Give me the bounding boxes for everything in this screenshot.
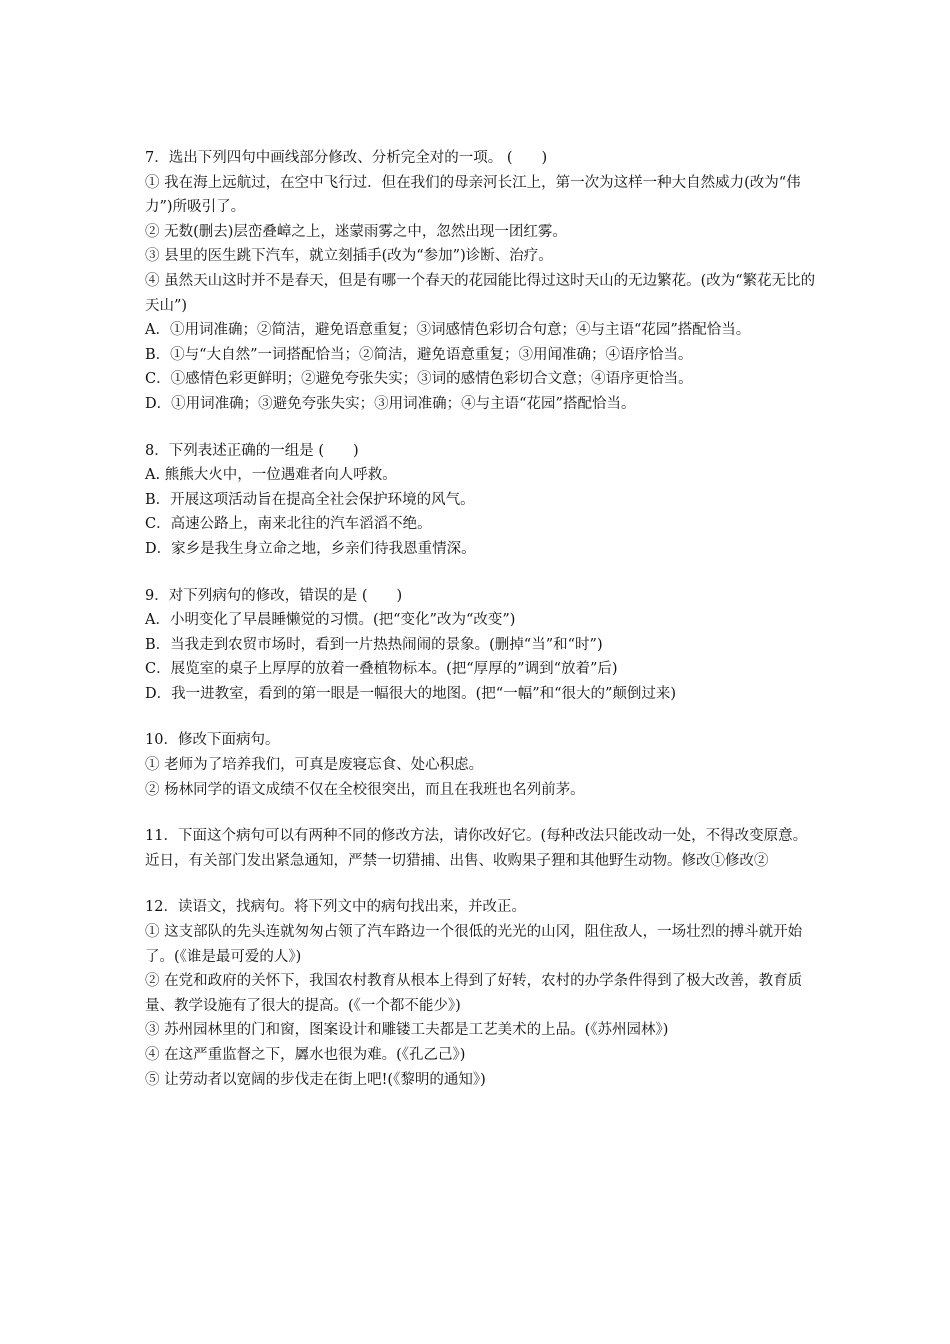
option-b: B．当我走到农贸市场时，看到一片热热闹闹的景象。(删掉“当”和“时”) [145,636,603,653]
sentence-1: ① 老师为了培养我们，可真是废寝忘食、处心积虑。 [145,757,484,774]
question-stem: 9．对下列病句的修改，错误的是 ( ) [145,587,403,604]
sentence-5: ⑤ 让劳动者以宽阔的步伐走在街上吧!(《黎明的通知》) [145,1071,486,1088]
sentence-3: ③ 苏州园林里的门和窗，图案设计和雕镂工夫都是工艺美术的上品。(《苏州园林》) [145,1022,669,1039]
option-a: A．①用词准确；②简洁，避免语意重复；③词感情色彩切合句意；④与主语“花园”搭配恰当。 [145,322,751,339]
question-stem: 11．下面这个病句可以有两种不同的修改方法，请你改好它。(每种改法只能改动一处，不得改变原意。 [145,828,808,845]
question-7 [145,146,817,417]
question-stem: 7．选出下列四句中画线部分修改、分析完全对的一项。 ( ) [145,150,548,166]
sentence-2: ② 在党和政府的关怀下，我国农村教育从根本上得到了好转，农村的办学条件得到了极大改善，教育质量、教学设施有了很大的提高。(《一个都不能少》) [145,973,803,1014]
option-a: A. 熊熊大火中，一位遇难者向人呼救。 [145,467,397,484]
sentence-1: 近日，有关部门发出紧急通知，严禁一切猎捕、出售、收购果子狸和其他野生动物。修改①修改② [145,852,769,869]
question-8 [145,439,817,562]
option-b: B．开展这项活动旨在提高全社会保护环境的风气。 [145,491,475,508]
sentence-2: ② 杨林同学的语文成绩不仅在全校很突出，而且在我班也名列前茅。 [145,781,585,798]
sentence-2: ② 无数(删去)层峦叠嶂之上，迷蒙雨雾之中，忽然出现一团红雾。 [145,223,567,240]
option-d: D．家乡是我生身立命之地，乡亲们待我恩重情深。 [145,540,476,557]
question-stem: 8．下列表述正确的一组是 ( ) [145,442,359,459]
question-10 [145,728,817,802]
option-d: D．①用词准确；③避免夸张失实；③用词准确；④与主语“花园”搭配恰当。 [145,395,636,412]
question-11 [145,824,817,873]
sentence-4: ④ 虽然天山这时并不是春天，但是有哪一个春天的花园能比得过这时天山的无边繁花。(改为“繁花无比的天山”) [145,272,816,314]
question-9 [145,584,817,707]
question-stem: 12．读语文，找病句。将下列文中的病句找出来，并改正。 [145,899,526,916]
option-b: B．①与“大自然”一词搭配恰当；②简洁，避免语意重复；③用闻准确；④语序恰当。 [145,346,693,363]
question-12 [145,895,817,1092]
sentence-1: ① 这支部队的先头连就匆匆占领了汽车路边一个很低的光光的山冈，阻住敌人，一场壮烈的搏斗就开始了。(《谁是最可爱的人》) [145,924,803,965]
sentence-3: ③ 县里的医生跳下汽车，就立刻插手(改为“参加”)诊断、治疗。 [145,248,553,265]
option-d: D．我一进教室，看到的第一眼是一幅很大的地图。(把“一幅”和“很大的”颠倒过来) [145,685,677,702]
sentence-1: ① 我在海上远航过，在空中飞行过．但在我们的母亲河长江上，第一次为这样一种大自然威力(改为“伟力”)所吸引了。 [145,174,801,216]
option-c: C．①感情色彩更鲜明；②避免夸张失实；③词的感情色彩切合文意；④语序更恰当。 [145,371,693,388]
option-a: A．小明变化了早晨睡懒觉的习惯。(把“变化”改为“改变”) [145,612,516,629]
option-c: C．高速公路上，南来北往的汽车滔滔不绝。 [145,516,432,533]
option-c: C．展览室的桌子上厚厚的放着一叠植物标本。(把“厚厚的”调到“放着”后) [145,661,618,678]
sentence-4: ④ 在这严重监督之下，羼水也很为难。(《孔乙己》) [145,1047,466,1063]
question-stem: 10．修改下面病句。 [145,732,280,749]
document-page [145,146,817,1114]
